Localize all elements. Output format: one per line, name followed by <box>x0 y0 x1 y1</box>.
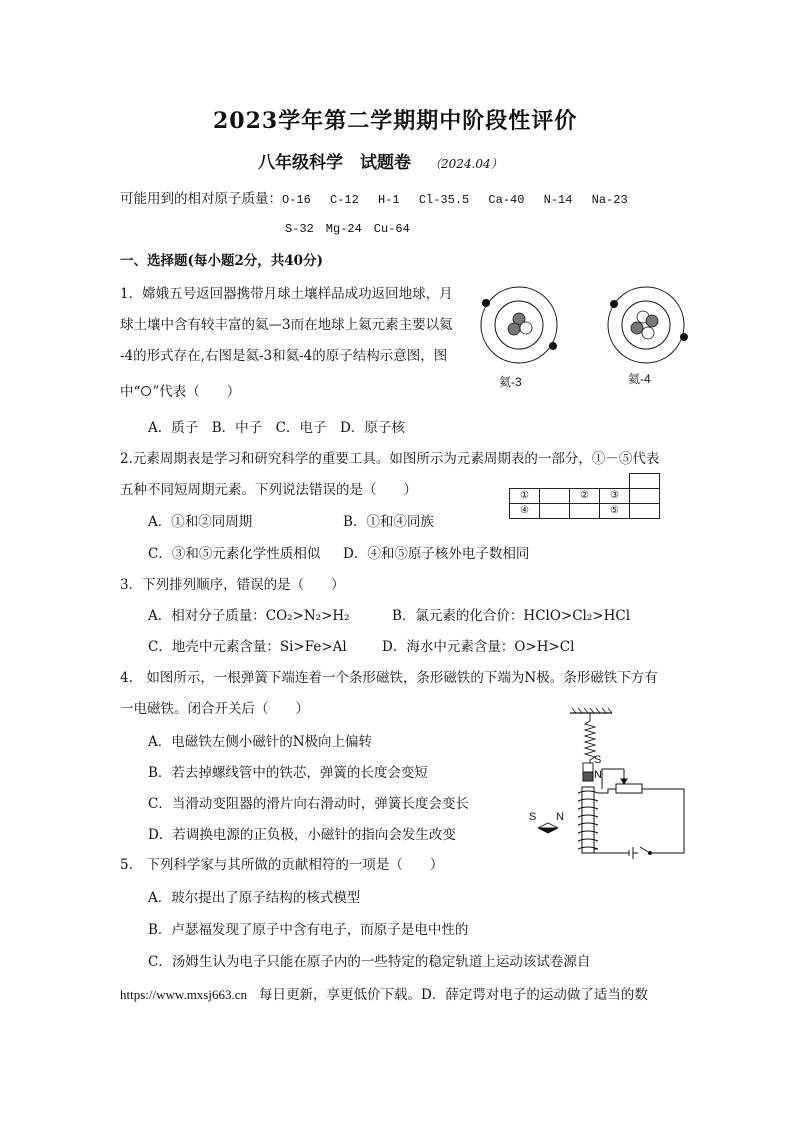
circuit-wires <box>594 769 684 859</box>
magnet-label-s: S <box>594 754 602 766</box>
table-cell <box>630 474 660 489</box>
periodic-table-fragment <box>509 473 660 519</box>
table-cell: ⑤ <box>600 504 630 519</box>
table-row <box>510 489 660 504</box>
q5-stem: 5. 下列科学家与其所做的贡献相符的一项是（ ） <box>120 857 444 873</box>
helium-4-atom <box>608 287 688 363</box>
q4-line1: 4. 如图所示，一根弹簧下端连着一个条形磁铁，条形磁铁的下端为N极。条形磁铁下方有 <box>120 670 658 686</box>
q3-option-b: B．氯元素的化合价：HClO>Cl₂>HCl <box>392 608 631 624</box>
table-cell <box>570 504 600 519</box>
compass-needle <box>538 823 558 828</box>
needle-label-s: S <box>529 811 537 823</box>
q1-line3: -4的形式存在,右图是氦-3和氦-4的原子结构示意图，图 <box>120 348 448 364</box>
subtitle-text: 八年级科学 试题卷 <box>258 153 411 173</box>
q2-option-c: C．③和⑤元素化学性质相似 <box>148 546 321 562</box>
helium-3-label: 氦-3 <box>499 375 522 389</box>
table-cell: ④ <box>510 504 540 519</box>
table-cell: ③ <box>600 489 630 504</box>
table-cell <box>540 504 570 519</box>
q4-option-d: D．若调换电源的正负极，小磁针的指向会发生改变 <box>148 827 456 843</box>
magnet-label-n: N <box>594 769 602 781</box>
page-subtitle <box>258 148 503 173</box>
q2-line2: 五种不同短周期元素。下列说法错误的是（ ） <box>120 482 417 498</box>
table-cell: ① <box>510 489 540 504</box>
q3-option-d: D．海水中元素含量：O>H>Cl <box>382 639 575 655</box>
q1-line4-suffix: ”代表（ ） <box>152 384 241 400</box>
q2-option-a: A．①和②同周期 <box>148 514 253 530</box>
electromagnet-core <box>582 787 594 853</box>
electromagnet-circuit-figure <box>520 705 700 865</box>
page-title: 2023学年第二学期期中阶段性评价 <box>213 108 578 134</box>
q1-line1: 1．嫦娥五号返回器携带月球土壤样品成功返回地球，月 <box>120 286 453 302</box>
q3-option-c: C．地壳中元素含量：Si>Fe>Al <box>148 639 347 655</box>
q1-line4 <box>120 380 240 400</box>
q2-option-b: B．①和④同族 <box>343 514 434 530</box>
ceiling-support <box>570 708 612 713</box>
helium-3-atom <box>481 287 557 363</box>
q4-option-b: B．若去掉螺线管中的铁芯，弹簧的长度会变短 <box>148 765 428 781</box>
table-cell <box>570 474 600 489</box>
section-heading: 一、选择题(每小题2分，共40分) <box>120 253 323 269</box>
table-cell <box>600 474 630 489</box>
source-link[interactable]: https://www.mxsj663.cn <box>120 987 247 1002</box>
sliding-rheostat <box>616 784 642 793</box>
table-row <box>510 504 660 519</box>
atomic-masses-values-1: O-16 C-12 H-1 Cl-35.5 Ca-40 N-14 Na-23 <box>282 193 628 207</box>
table-cell: ② <box>570 489 600 504</box>
q1-options: A．质子 B．中子 C．电子 D．原子核 <box>148 420 405 436</box>
exam-date: （2024.04） <box>429 157 503 171</box>
table-cell <box>510 474 540 489</box>
atomic-masses-label: 可能用到的相对原子质量： <box>120 191 282 207</box>
q2-line1: 2.元素周期表是学习和研究科学的重要工具。如图所示为元素周期表的一部分，①－⑤代表 <box>120 451 660 467</box>
q5-option-a: A．玻尔提出了原子结构的核式模型 <box>148 890 361 906</box>
table-cell <box>630 489 660 504</box>
q5-option-c: C．汤姆生认为电子只能在原子内的一些特定的稳定轨道上运动该试卷源自 <box>148 954 591 970</box>
footer-text: 每日更新，享更低价下载。D．薛定谔对电子的运动做了适当的数 <box>259 987 648 1003</box>
table-cell <box>630 504 660 519</box>
q4-line2: 一电磁铁。闭合开关后（ ） <box>120 701 309 717</box>
q3-option-a: A．相对分子质量：CO₂>N₂>H₂ <box>148 608 350 624</box>
q1-line4-prefix: 中“ <box>120 384 141 400</box>
q1-line2: 球土壤中含有较丰富的氦—3而在地球上氦元素主要以氦 <box>120 317 453 333</box>
table-row <box>510 474 660 489</box>
table-cell <box>540 489 570 504</box>
q2-option-d: D．④和⑤原子核外电子数相同 <box>343 546 530 562</box>
atomic-masses-line2: S-32 Mg-24 Cu-64 <box>285 222 410 236</box>
q3-stem: 3．下列排列顺序，错误的是（ ） <box>120 577 345 593</box>
q4-option-c: C．当滑动变阻器的滑片向右滑动时，弹簧长度会变长 <box>148 796 469 812</box>
small-circle-icon <box>140 385 152 397</box>
helium-4-label: 氦-4 <box>628 372 651 386</box>
needle-label-n: N <box>556 811 564 823</box>
q4-option-a: A．电磁铁左侧小磁针的N极向上偏转 <box>148 734 373 750</box>
q5-option-b: B．卢瑟福发现了原子中含有电子，而原子是电中性的 <box>148 922 469 938</box>
footer-line <box>120 983 648 1003</box>
atomic-masses-line1 <box>120 187 628 207</box>
table-cell <box>540 474 570 489</box>
